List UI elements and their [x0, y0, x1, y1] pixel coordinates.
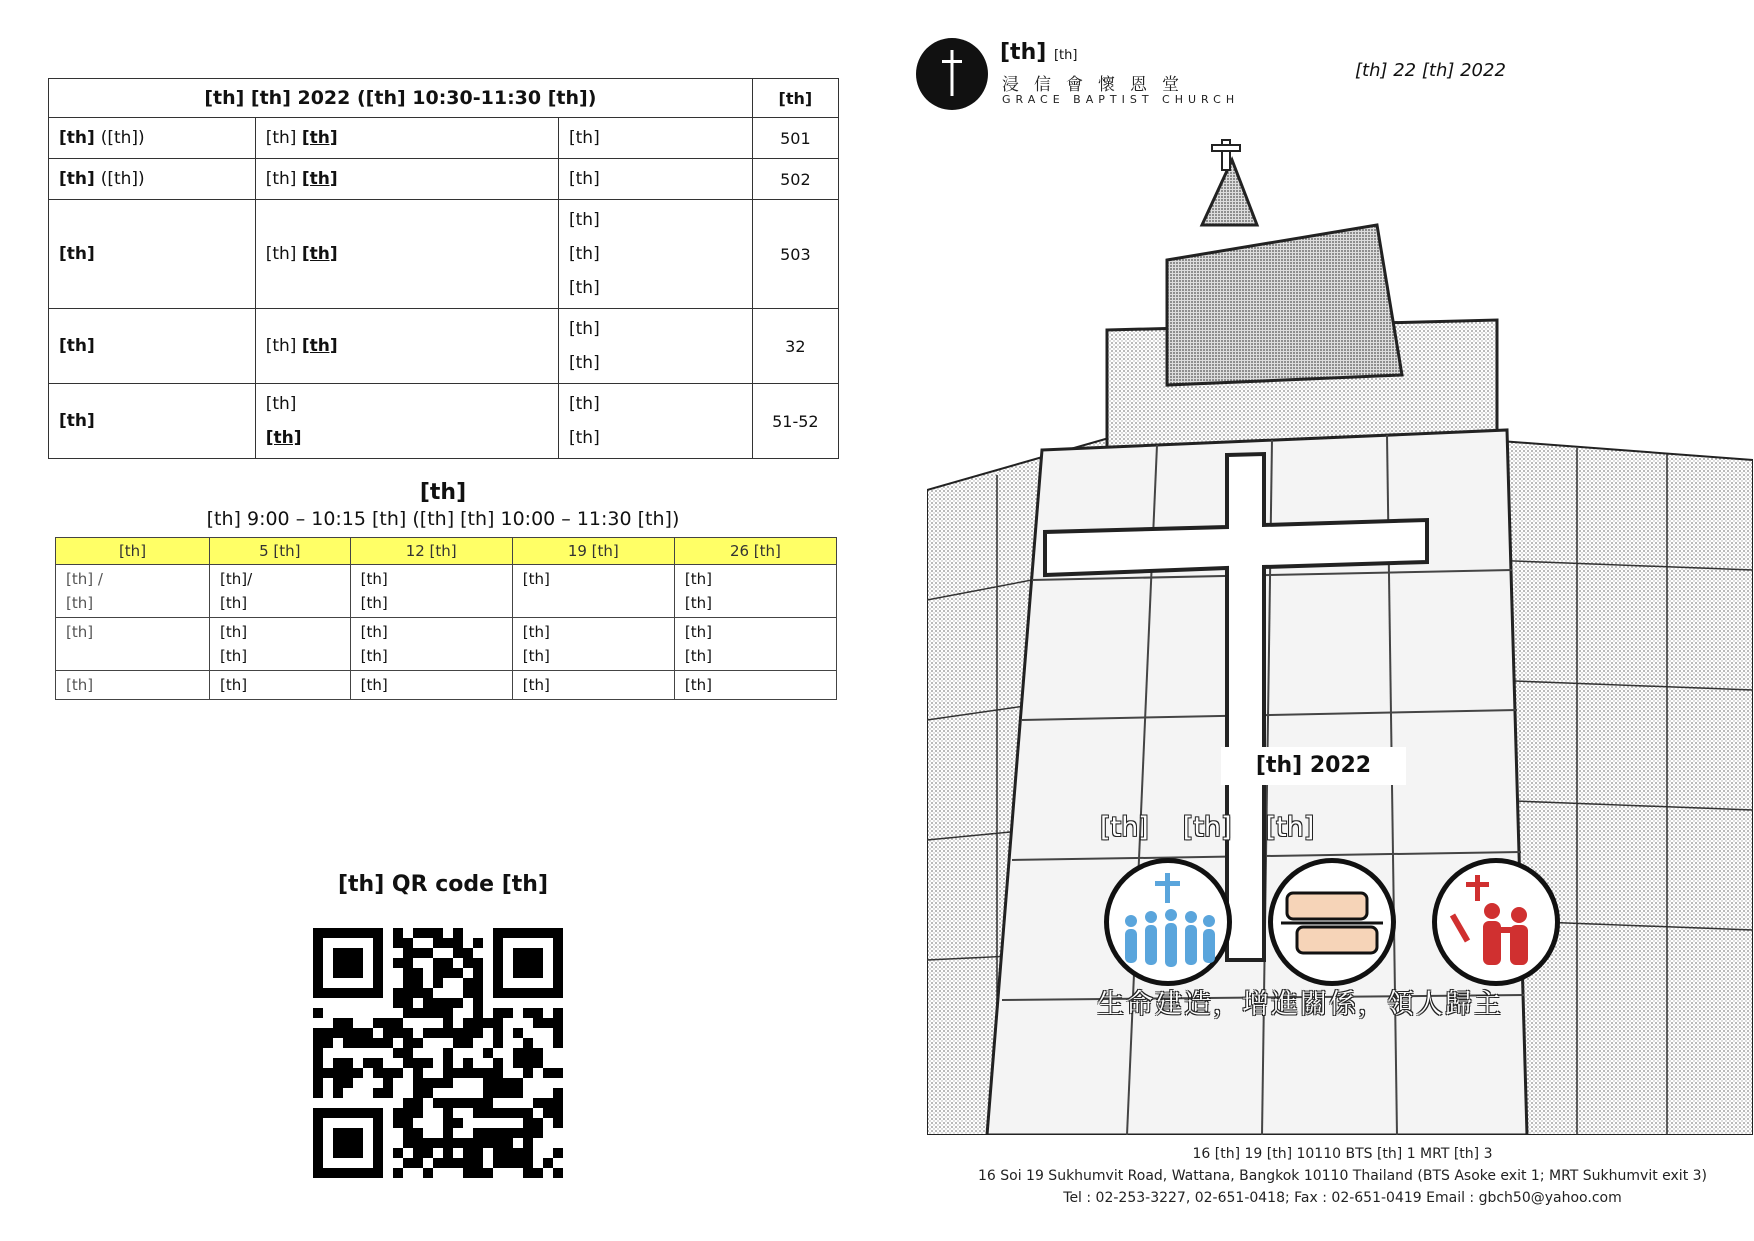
class-study: [th] [th] — [255, 309, 558, 384]
roster-cell: [th] — [350, 671, 512, 700]
class-table-title: [th] [th] 2022 ([th] 10:30-11:30 [th]) — [49, 79, 753, 118]
class-study — [255, 384, 558, 459]
class-teachers — [559, 200, 753, 309]
class-room: 502 — [752, 159, 838, 200]
class-study: [th] [th] — [255, 118, 558, 159]
class-group: [th] ([th]) — [49, 159, 256, 200]
teacher-name: [th] — [569, 278, 600, 298]
roster-header-cell: 26 [th] — [674, 538, 836, 565]
motto-word: [th] — [1182, 812, 1232, 843]
qr-prompt: [th] QR code [th] — [337, 872, 549, 897]
teacher-name: [th] — [569, 428, 600, 448]
roster-cell: [th] — [674, 671, 836, 700]
motto-thai — [1100, 812, 1348, 843]
church-logo — [916, 38, 988, 110]
duty-roster-title: [th] — [419, 480, 467, 505]
contact-info: Tel : 02-253-3227, 02-651-0418; Fax : 02-651-0419 Email : gbch50@yahoo.com — [1063, 1190, 1622, 1206]
teacher-name: [th] — [569, 353, 600, 373]
roster-cell: [th] [th] — [512, 618, 674, 671]
roster-header-cell: [th] — [56, 538, 210, 565]
class-group: [th] — [49, 384, 256, 459]
room-header: [th] — [752, 79, 838, 118]
people-reaching-icon — [1432, 858, 1560, 986]
class-schedule-table — [48, 78, 839, 459]
handshake-icon — [1268, 858, 1396, 986]
class-room: 501 — [752, 118, 838, 159]
motto-chinese: 生命建造，增進關係，領人歸主 — [1097, 989, 1503, 1020]
qr-code[interactable] — [313, 928, 563, 1178]
table-row — [49, 159, 839, 200]
roster-role: [th] — [56, 671, 210, 700]
address-english: 16 Soi 19 Sukhumvit Road, Wattana, Bangkok 10110 Thailand (BTS Asoke exit 1; MRT Sukhumvit exit 3) — [977, 1168, 1707, 1184]
cross-icon — [916, 38, 988, 110]
motto-word: [th] — [1265, 812, 1315, 843]
duty-roster-subtitle: [th] 9:00 – 10:15 [th] ([th] [th] 10:00 – 11:30 [th]) — [206, 508, 680, 530]
roster-cell: [th] [th] — [350, 565, 512, 618]
class-study: [th] [th] — [255, 200, 558, 309]
roster-header-cell: 5 [th] — [210, 538, 351, 565]
duty-roster-table — [55, 537, 837, 700]
class-group: [th] — [49, 309, 256, 384]
roster-cell: [th] — [210, 671, 351, 700]
roster-cell: [th]/ [th] — [210, 565, 351, 618]
class-teacher: [th] — [559, 118, 753, 159]
table-row — [49, 118, 839, 159]
roster-cell: [th] [th] — [674, 618, 836, 671]
teacher-name: [th] — [569, 319, 600, 339]
table-row — [56, 565, 837, 618]
class-room: 51-52 — [752, 384, 838, 459]
study-prefix: [th] — [265, 394, 297, 414]
teacher-name: [th] — [569, 210, 600, 230]
church-name-thai: [th] [th] — [1000, 40, 1078, 65]
table-row — [49, 384, 839, 459]
church-name-english: GRACE BAPTIST CHURCH — [1002, 93, 1240, 106]
roster-header-row — [56, 538, 837, 565]
church-name-chinese: 浸信會懷恩堂 — [1002, 75, 1194, 95]
table-row — [56, 671, 837, 700]
roster-cell: [th] [th] — [210, 618, 351, 671]
study-title: [th] — [265, 428, 302, 448]
class-room: 503 — [752, 200, 838, 309]
roster-cell: [th] — [512, 671, 674, 700]
table-row — [49, 200, 839, 309]
class-teacher: [th] — [559, 159, 753, 200]
class-teachers — [559, 384, 753, 459]
class-group: [th] — [49, 200, 256, 309]
roster-header-cell: 12 [th] — [350, 538, 512, 565]
teacher-name: [th] — [569, 244, 600, 264]
class-group: [th] ([th]) — [49, 118, 256, 159]
class-study: [th] [th] — [255, 159, 558, 200]
address-thai: 16 [th] 19 [th] 10110 BTS [th] 1 MRT [th] 3 — [1192, 1146, 1493, 1162]
table-row — [56, 618, 837, 671]
roster-cell: [th] [th] — [674, 565, 836, 618]
roster-header-cell: 19 [th] — [512, 538, 674, 565]
service-date: [th] 22 [th] 2022 — [1355, 60, 1506, 81]
motto-label: [th] 2022 — [1221, 747, 1406, 785]
people-cross-icon — [1104, 858, 1232, 986]
class-room: 32 — [752, 309, 838, 384]
roster-role: [th] — [56, 618, 210, 671]
motto-word: [th] — [1100, 812, 1149, 843]
roster-cell: [th] [th] — [350, 618, 512, 671]
roster-cell: [th] — [512, 565, 674, 618]
table-row — [49, 309, 839, 384]
teacher-name: [th] — [569, 394, 600, 414]
roster-role: [th] / [th] — [56, 565, 210, 618]
class-teachers — [559, 309, 753, 384]
